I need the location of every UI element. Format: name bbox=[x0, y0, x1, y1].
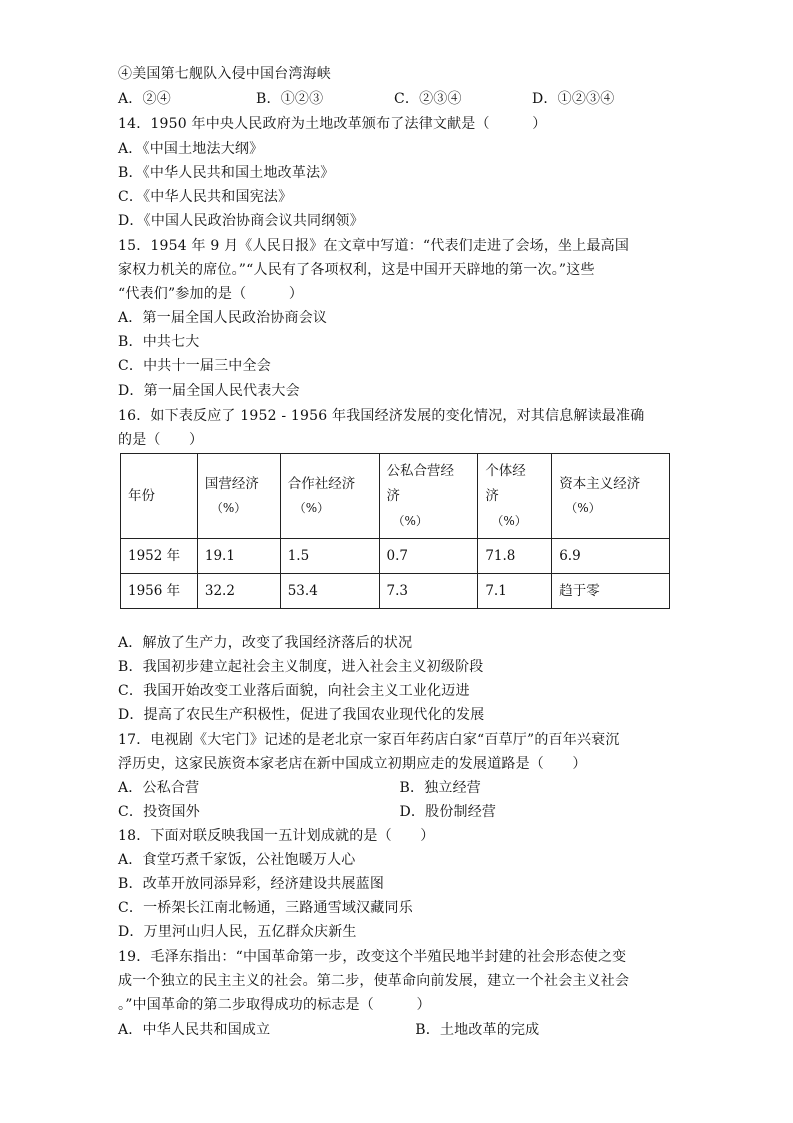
q15-option-b[interactable]: B．中共七大 bbox=[118, 334, 200, 350]
q18-option-a[interactable]: A．食堂巧煮千家饭，公社饱暖万人心 bbox=[118, 852, 356, 868]
q19-option-b[interactable]: B．土地改革的完成 bbox=[415, 1022, 540, 1038]
q17-options-row-1 bbox=[118, 776, 681, 800]
table-cell: 6.9 bbox=[552, 539, 670, 574]
header-unit: （%） bbox=[210, 501, 247, 515]
header-unit: （%） bbox=[293, 501, 330, 515]
table-cell: 1952 年 bbox=[121, 539, 198, 574]
q18-stem: 18．下面对联反映我国一五计划成就的是（ ） bbox=[118, 828, 435, 844]
q18-option-b[interactable]: B．改革开放同添异彩，经济建设共展蓝图 bbox=[118, 876, 385, 892]
table-cell: 7.1 bbox=[478, 574, 552, 609]
q13-option-c[interactable]: C．②③④ bbox=[394, 91, 462, 107]
q19-options-row bbox=[118, 1018, 681, 1042]
q13-option-d[interactable]: D．①②③④ bbox=[532, 91, 615, 107]
header-state-economy: 国营经济 （%） bbox=[197, 454, 280, 539]
q18-option-c[interactable]: C．一桥架长江南北畅通，三路通雪域汉藏同乐 bbox=[118, 900, 413, 916]
q17-options-row-2 bbox=[118, 800, 681, 824]
header-joint-economy: 公私合营经 济 （%） bbox=[379, 454, 478, 539]
q14-stem: 14．1950 年中央人民政府为土地改革颁布了法律文献是（ ） bbox=[118, 116, 547, 132]
table-row bbox=[121, 539, 670, 574]
q14-option-c[interactable]: C．《中华人民共和国宪法》 bbox=[118, 189, 293, 205]
table-cell: 71.8 bbox=[478, 539, 552, 574]
q15-stem-line-1: 15．1954 年 9 月《人民日报》在文章中写道：“代表们走进了会场，坐上最高国 bbox=[118, 238, 630, 254]
q16-stem-line-2: 的是（ ） bbox=[118, 432, 204, 448]
table-cell: 7.3 bbox=[379, 574, 478, 609]
q14-option-a[interactable]: A．《中国土地法大纲》 bbox=[118, 141, 264, 157]
q13-option-b[interactable]: B．①②③ bbox=[256, 91, 324, 107]
q14-option-b[interactable]: B．《中华人民共和国土地改革法》 bbox=[118, 165, 335, 181]
header-unit: （%） bbox=[392, 513, 428, 528]
q13-option-a[interactable]: A．②④ bbox=[118, 91, 171, 107]
table-cell: 19.1 bbox=[197, 539, 280, 574]
header-cooperative-economy: 合作社经济 （%） bbox=[280, 454, 379, 539]
table-cell: 53.4 bbox=[280, 574, 379, 609]
q16-option-a[interactable]: A．解放了生产力，改变了我国经济落后的状况 bbox=[118, 635, 413, 651]
table-cell: 32.2 bbox=[197, 574, 280, 609]
q19-option-a[interactable]: A．中华人民共和国成立 bbox=[118, 1022, 271, 1038]
table-cell: 趋于零 bbox=[552, 574, 670, 609]
q17-option-c[interactable]: C．投资国外 bbox=[118, 804, 200, 820]
header-unit: （%） bbox=[565, 501, 601, 515]
q16-option-c[interactable]: C．我国开始改变工业落后面貌，向社会主义工业化迈进 bbox=[118, 683, 470, 699]
table-cell: 1.5 bbox=[280, 539, 379, 574]
q16-option-b[interactable]: B．我国初步建立起社会主义制度，进入社会主义初级阶段 bbox=[118, 659, 484, 675]
economy-table bbox=[120, 453, 670, 609]
q13-item-4: ④美国第七舰队入侵中国台湾海峡 bbox=[118, 66, 331, 82]
q17-option-d[interactable]: D．股份制经营 bbox=[399, 804, 497, 820]
header-unit: （%） bbox=[491, 513, 527, 528]
q13-options bbox=[118, 87, 681, 111]
q15-option-a[interactable]: A．第一届全国人民政治协商会议 bbox=[118, 310, 328, 326]
q17-option-b[interactable]: B．独立经营 bbox=[399, 780, 481, 796]
q17-stem-line-1: 17．电视剧《大宅门》记述的是老北京一家百年药店白家“百草厅”的百年兴衰沉 bbox=[118, 732, 620, 748]
header-individual-economy: 个体经 济 （%） bbox=[478, 454, 552, 539]
header-capitalist-economy: 资本主义经济 （%） bbox=[552, 454, 670, 539]
q16-stem-line-1: 16．如下表反应了 1952 - 1956 年我国经济发展的变化情况，对其信息解读最准确 bbox=[118, 408, 645, 424]
table-row bbox=[121, 574, 670, 609]
q19-stem-line-2: 成一个独立的民主主义的社会。第二步，使革命向前发展，建立一个社会主义社会 bbox=[118, 973, 630, 989]
header-year: 年份 bbox=[121, 454, 198, 539]
table-header-row bbox=[121, 454, 670, 539]
q17-stem-line-2: 浮历史，这家民族资本家老店在新中国成立初期应走的发展道路是（ ） bbox=[118, 756, 587, 772]
q15-option-c[interactable]: C．中共十一届三中全会 bbox=[118, 358, 271, 374]
q17-option-a[interactable]: A．公私合营 bbox=[118, 780, 200, 796]
q19-stem-line-1: 19．毛泽东指出：“中国革命第一步，改变这个半殖民地半封建的社会形态使之变 bbox=[118, 949, 627, 965]
q19-stem-line-3: 。”中国革命的第二步取得成功的标志是（ ） bbox=[118, 997, 431, 1013]
q18-option-d[interactable]: D．万里河山归人民，五亿群众庆新生 bbox=[118, 924, 357, 940]
q15-stem-line-3: “代表们”参加的是（ ） bbox=[118, 286, 304, 302]
table-cell: 0.7 bbox=[379, 539, 478, 574]
q14-option-d[interactable]: D．《中国人民政治协商会议共同纲领》 bbox=[118, 213, 364, 229]
q15-stem-line-2: 家权力机关的席位。”“人民有了各项权利，这是中国开天辟地的第一次。”这些 bbox=[118, 262, 595, 278]
q16-option-d[interactable]: D．提高了农民生产积极性，促进了我国农业现代化的发展 bbox=[118, 707, 485, 723]
q15-option-d[interactable]: D．第一届全国人民代表大会 bbox=[118, 383, 300, 399]
table-cell: 1956 年 bbox=[121, 574, 198, 609]
